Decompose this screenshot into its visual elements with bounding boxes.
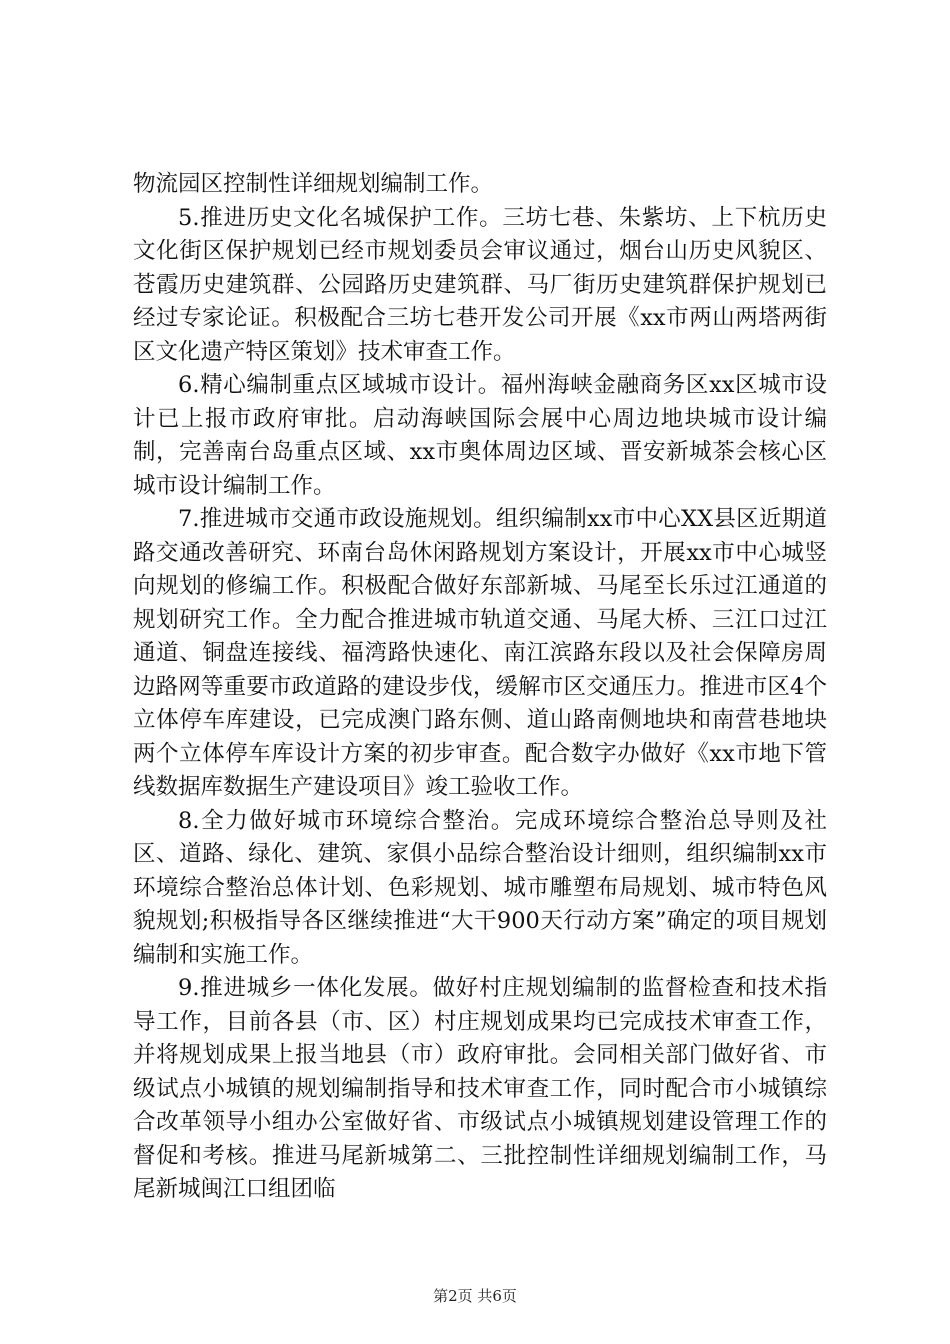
paragraph-item-9: 9.推进城乡一体化发展。做好村庄规划编制的监督检查和技术指导工作，目前各县（市、区）村庄规划成果均已完成技术审查工作，并将规划成果上报当地县（市）政府审批。会同相关部门做好省、市级试点小城镇的规划编制指导和技术审查工作，同时配合市小城镇综合改革领导小组办公室做好省、市级试点小城镇规划建设管理工作的督促和考核。推进马尾新城第二、三批控制性详细规划编制工作，马尾新城闽江口组团临 bbox=[133, 975, 827, 1202]
document-body bbox=[133, 168, 827, 1207]
page-number-footer: 第2页 共6页 bbox=[433, 1287, 517, 1305]
paragraph-item-7: 7.推进城市交通市政设施规划。组织编制xx市中心XX县区近期道路交通改善研究、环南台岛休闲路规划方案设计，开展xx市中心城竖向规划的修编工作。积极配合做好东部新城、马尾至长乐过江通道的规划研究工作。全力配合推进城市轨道交通、马尾大桥、三江口过江通道、铜盘连接线、福湾路快速化、南江滨路东段以及社会保障房周边路网等重要市政道路的建设步伐，缓解市区交通压力。推进市区4个立体停车库建设，已完成澳门路东侧、道山路南侧地块和南营巷地块两个立体停车库设计方案的初步审查。配合数字办做好《xx市地下管线数据库数据生产建设项目》竣工验收工作。 bbox=[133, 506, 827, 800]
paragraph-item-8: 8.全力做好城市环境综合整治。完成环境综合整治总导则及社区、道路、绿化、建筑、家俱小品综合整治设计细则，组织编制xx市环境综合整治总体计划、色彩规划、城市雕塑布局规划、城市特色风貌规划;积极指导各区继续推进“大干900天行动方案”确定的项目规划编制和实施工作。 bbox=[133, 807, 827, 968]
paragraph-item-5: 5.推进历史文化名城保护工作。三坊七巷、朱紫坊、上下杭历史文化街区保护规划已经市规划委员会审议通过，烟台山历史风貌区、苍霞历史建筑群、公园路历史建筑群、马厂街历史建筑群保护规划已经过专家论证。积极配合三坊七巷开发公司开展《xx市两山两塔两街区文化遗产特区策划》技术审查工作。 bbox=[133, 204, 827, 365]
paragraph-continuation: 物流园区控制性详细规划编制工作。 bbox=[133, 171, 494, 197]
paragraph-item-6: 6.精心编制重点区域城市设计。福州海峡金融商务区xx区城市设计已上报市政府审批。启动海峡国际会展中心周边地块城市设计编制，完善南台岛重点区域、xx市奥体周边区域、晋安新城茶会核心区城市设计编制工作。 bbox=[133, 372, 827, 499]
